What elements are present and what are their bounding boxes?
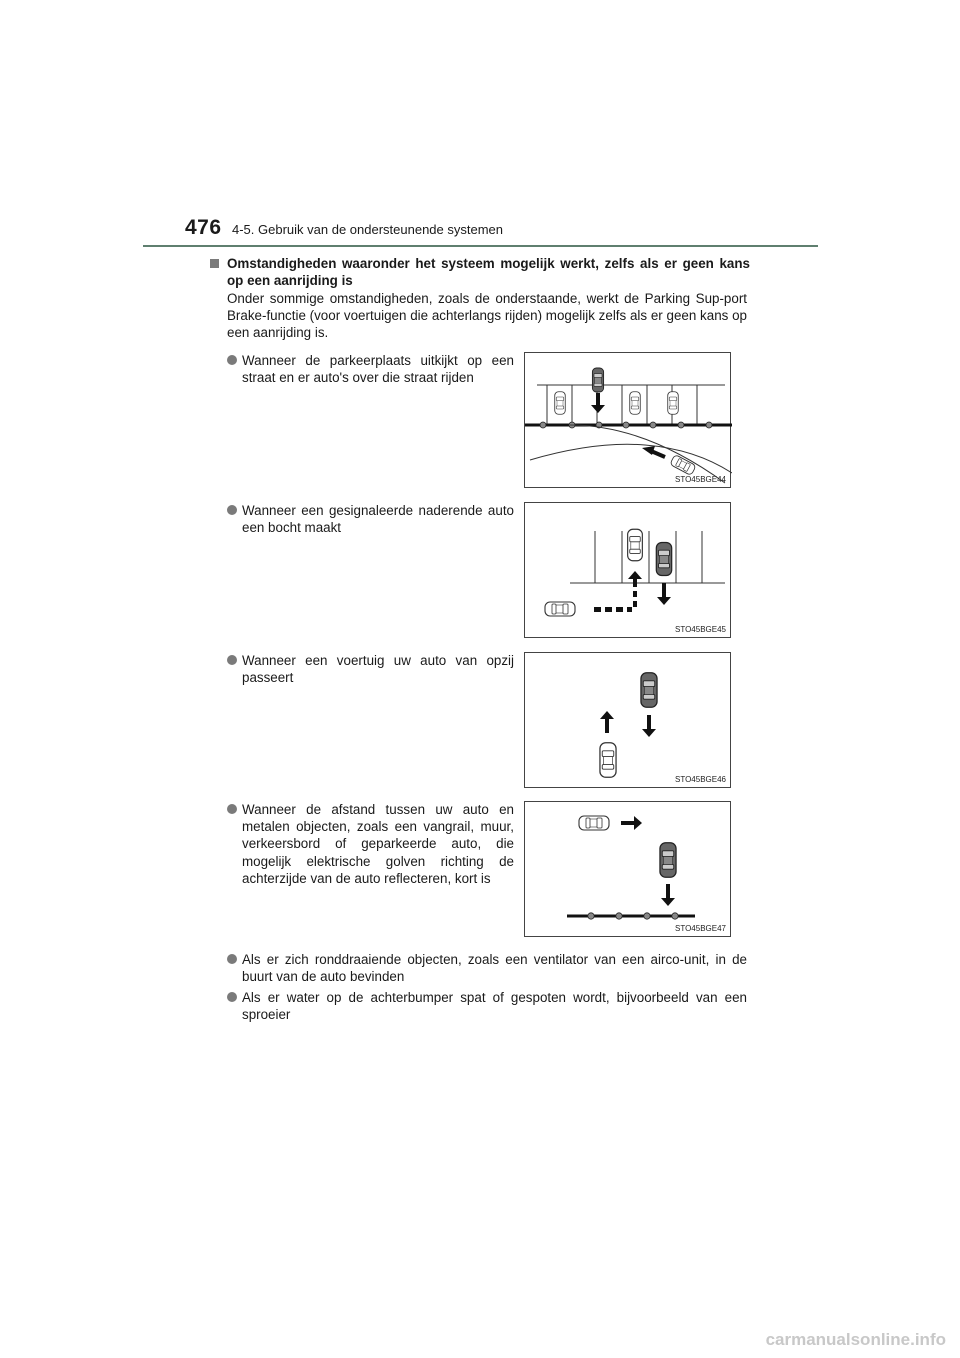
figure-turning-car (524, 502, 731, 638)
intro-paragraph: Onder sommige omstandigheden, zoals de onderstaande, werkt de Parking Sup-port Brake-functie (voor voertuigen die achterlangs rijden) mogelijk zelfs als er geen kans op een aanrijding is. (227, 291, 747, 341)
figure-metal-objects (524, 801, 731, 937)
circle-bullet-icon (227, 505, 237, 515)
circle-bullet-icon (227, 804, 237, 814)
figure-passing-vehicle (524, 652, 731, 788)
circle-bullet-icon (227, 954, 237, 964)
list-item: Als er water op de achterbumper spat of gespoten wordt, bijvoorbeeld van een sproeier (227, 989, 747, 1023)
figure-code: STO45BGE46 (675, 775, 726, 784)
list-item: Wanneer een gesignaleerde naderende auto een bocht maakt (227, 502, 514, 536)
watermark: carmanualsonline.info (765, 1330, 946, 1349)
list-item: Als er zich ronddraaiende objecten, zoals een ventilator van een airco-unit, in de buurt van de auto bevinden (227, 951, 747, 985)
section-heading (210, 255, 750, 289)
list-item: Wanneer de afstand tussen uw auto en metalen objecten, zoals een vangrail, muur, verkeersbord of geparkeerde auto, die mogelijk elektrische golven richting de achterzijde van de auto reflecteren, kort is (227, 801, 514, 887)
circle-bullet-icon (227, 992, 237, 1002)
figure-code: STO45BGE44 (675, 475, 726, 484)
figure-parking-lot-street (524, 352, 731, 488)
page-number: 476 (185, 216, 222, 239)
list-item: Wanneer de parkeerplaats uitkijkt op een straat en er auto's over die straat rijden (227, 352, 514, 386)
circle-bullet-icon (227, 355, 237, 365)
figure-code: STO45BGE45 (675, 625, 726, 634)
chapter-title: 4-5. Gebruik van de ondersteunende systemen (232, 222, 504, 237)
section-heading-text: Omstandigheden waaronder het systeem mogelijk werkt, zelfs als er geen kans op een aanrijding is (227, 256, 750, 288)
list-item: Wanneer een voertuig uw auto van opzij passeert (227, 652, 514, 686)
figure-code: STO45BGE47 (675, 924, 726, 933)
square-bullet-icon (210, 259, 219, 268)
circle-bullet-icon (227, 655, 237, 665)
header-rule (143, 245, 818, 247)
